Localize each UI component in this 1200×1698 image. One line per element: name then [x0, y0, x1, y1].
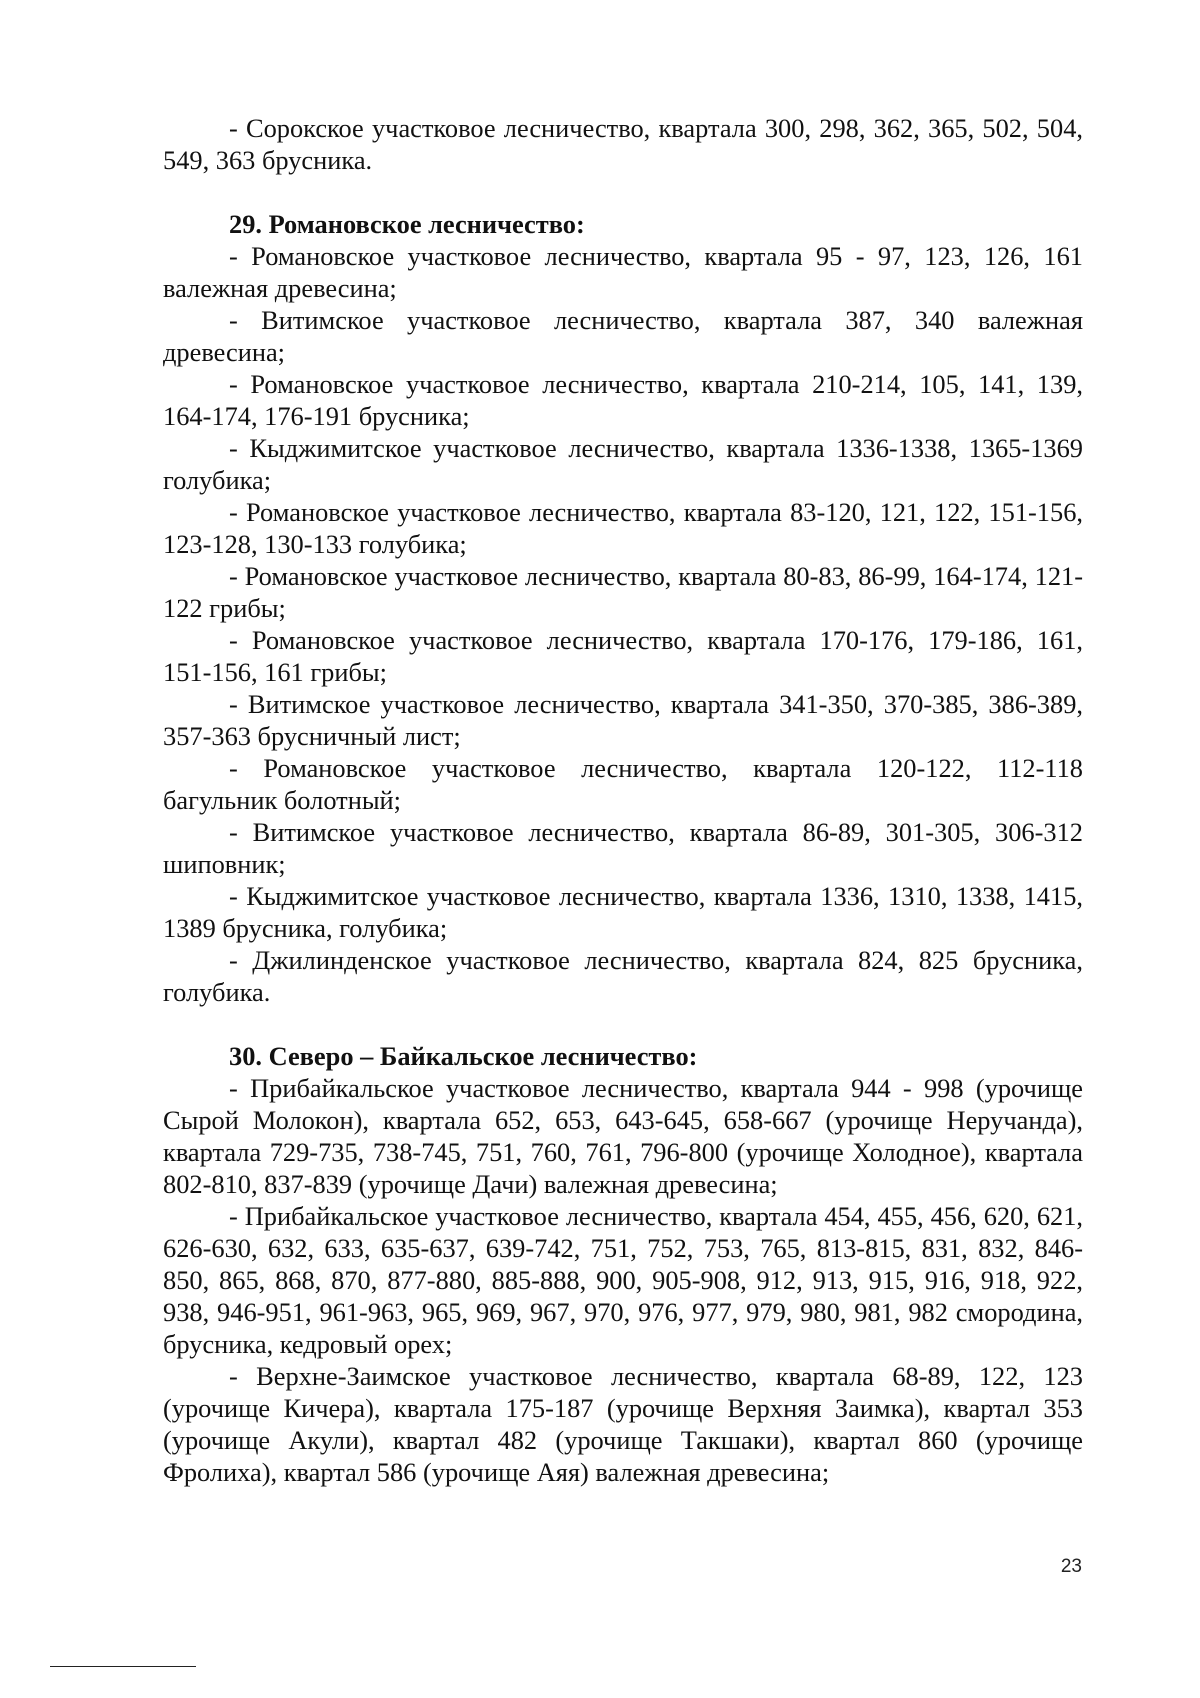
paragraph: - Верхне-Заимское участковое лесничество, квартала 68-89, 122, 123 (урочище Кичера), квартала 175-187 (урочище Верхняя Заимка), квартал 353 (урочище Акули), квартал 482 (урочище Такшаки), квартал 860 (урочище Фролиха), квартал 586 (урочище Аяя) валежная древесина; — [163, 1361, 1083, 1487]
paragraph: - Кыджимитское участковое лесничество, квартала 1336, 1310, 1338, 1415, 1389 брусника, голубика; — [163, 881, 1083, 943]
paragraph: - Витимское участковое лесничество, квартала 387, 340 валежная древесина; — [163, 305, 1083, 367]
spacer — [163, 1008, 1083, 1040]
paragraph: - Романовское участковое лесничество, квартала 83-120, 121, 122, 151-156, 123-128, 130-133 голубика; — [163, 497, 1083, 559]
page-number: 23 — [1060, 1556, 1082, 1577]
section-heading: 29. Романовское лесничество: — [229, 209, 585, 239]
section-heading: 30. Северо – Байкальское лесничество: — [229, 1041, 698, 1071]
spacer — [163, 176, 1083, 208]
paragraph: - Романовское участковое лесничество, квартала 95 - 97, 123, 126, 161 валежная древесина; — [163, 241, 1083, 303]
paragraph: - Прибайкальское участковое лесничество, квартала 454, 455, 456, 620, 621, 626-630, 632, 633, 635-637, 639-742, 751, 752, 753, 765, 813-815, 831, 832, 846-850, 865, 868, 870, 877-880, 885-888, 900, 905-908, 912, 913, 915, 916, 918, 922, 938, 946-951, 961-963, 965, 969, 967, 970, 976, 977, 979, 980, 981, 982 смородина, брусника, кедровый орех; — [163, 1201, 1083, 1359]
section-30 — [163, 1040, 1083, 1488]
paragraph: - Кыджимитское участковое лесничество, квартала 1336-1338, 1365-1369 голубика; — [163, 433, 1083, 495]
footnote-divider — [50, 1666, 196, 1667]
paragraph: - Романовское участковое лесничество, квартала 80-83, 86-99, 164-174, 121-122 грибы; — [163, 561, 1083, 623]
paragraph: - Романовское участковое лесничество, квартала 210-214, 105, 141, 139, 164-174, 176-191 брусника; — [163, 369, 1083, 431]
paragraph: - Витимское участковое лесничество, квартала 86-89, 301-305, 306-312 шиповник; — [163, 817, 1083, 879]
intro-block — [163, 112, 1083, 176]
section-29 — [163, 208, 1083, 1008]
paragraph: - Романовское участковое лесничество, квартала 120-122, 112-118 багульник болотный; — [163, 753, 1083, 815]
paragraph: - Романовское участковое лесничество, квартала 170-176, 179-186, 161, 151-156, 161 грибы; — [163, 625, 1083, 687]
paragraph: - Сорокское участковое лесничество, квартала 300, 298, 362, 365, 502, 504, 549, 363 брусника. — [163, 113, 1083, 175]
paragraph: - Витимское участковое лесничество, квартала 341-350, 370-385, 386-389, 357-363 брусничный лист; — [163, 689, 1083, 751]
paragraph: - Джилинденское участковое лесничество, квартала 824, 825 брусника, голубика. — [163, 945, 1083, 1007]
document-page — [163, 112, 1083, 1488]
paragraph: - Прибайкальское участковое лесничество, квартала 944 - 998 (урочище Сырой Молокон), квартала 652, 653, 643-645, 658-667 (урочище Неручанда), квартала 729-735, 738-745, 751, 760, 761, 796-800 (урочище Холодное), квартала 802-810, 837-839 (урочище Дачи) валежная древесина; — [163, 1073, 1083, 1199]
